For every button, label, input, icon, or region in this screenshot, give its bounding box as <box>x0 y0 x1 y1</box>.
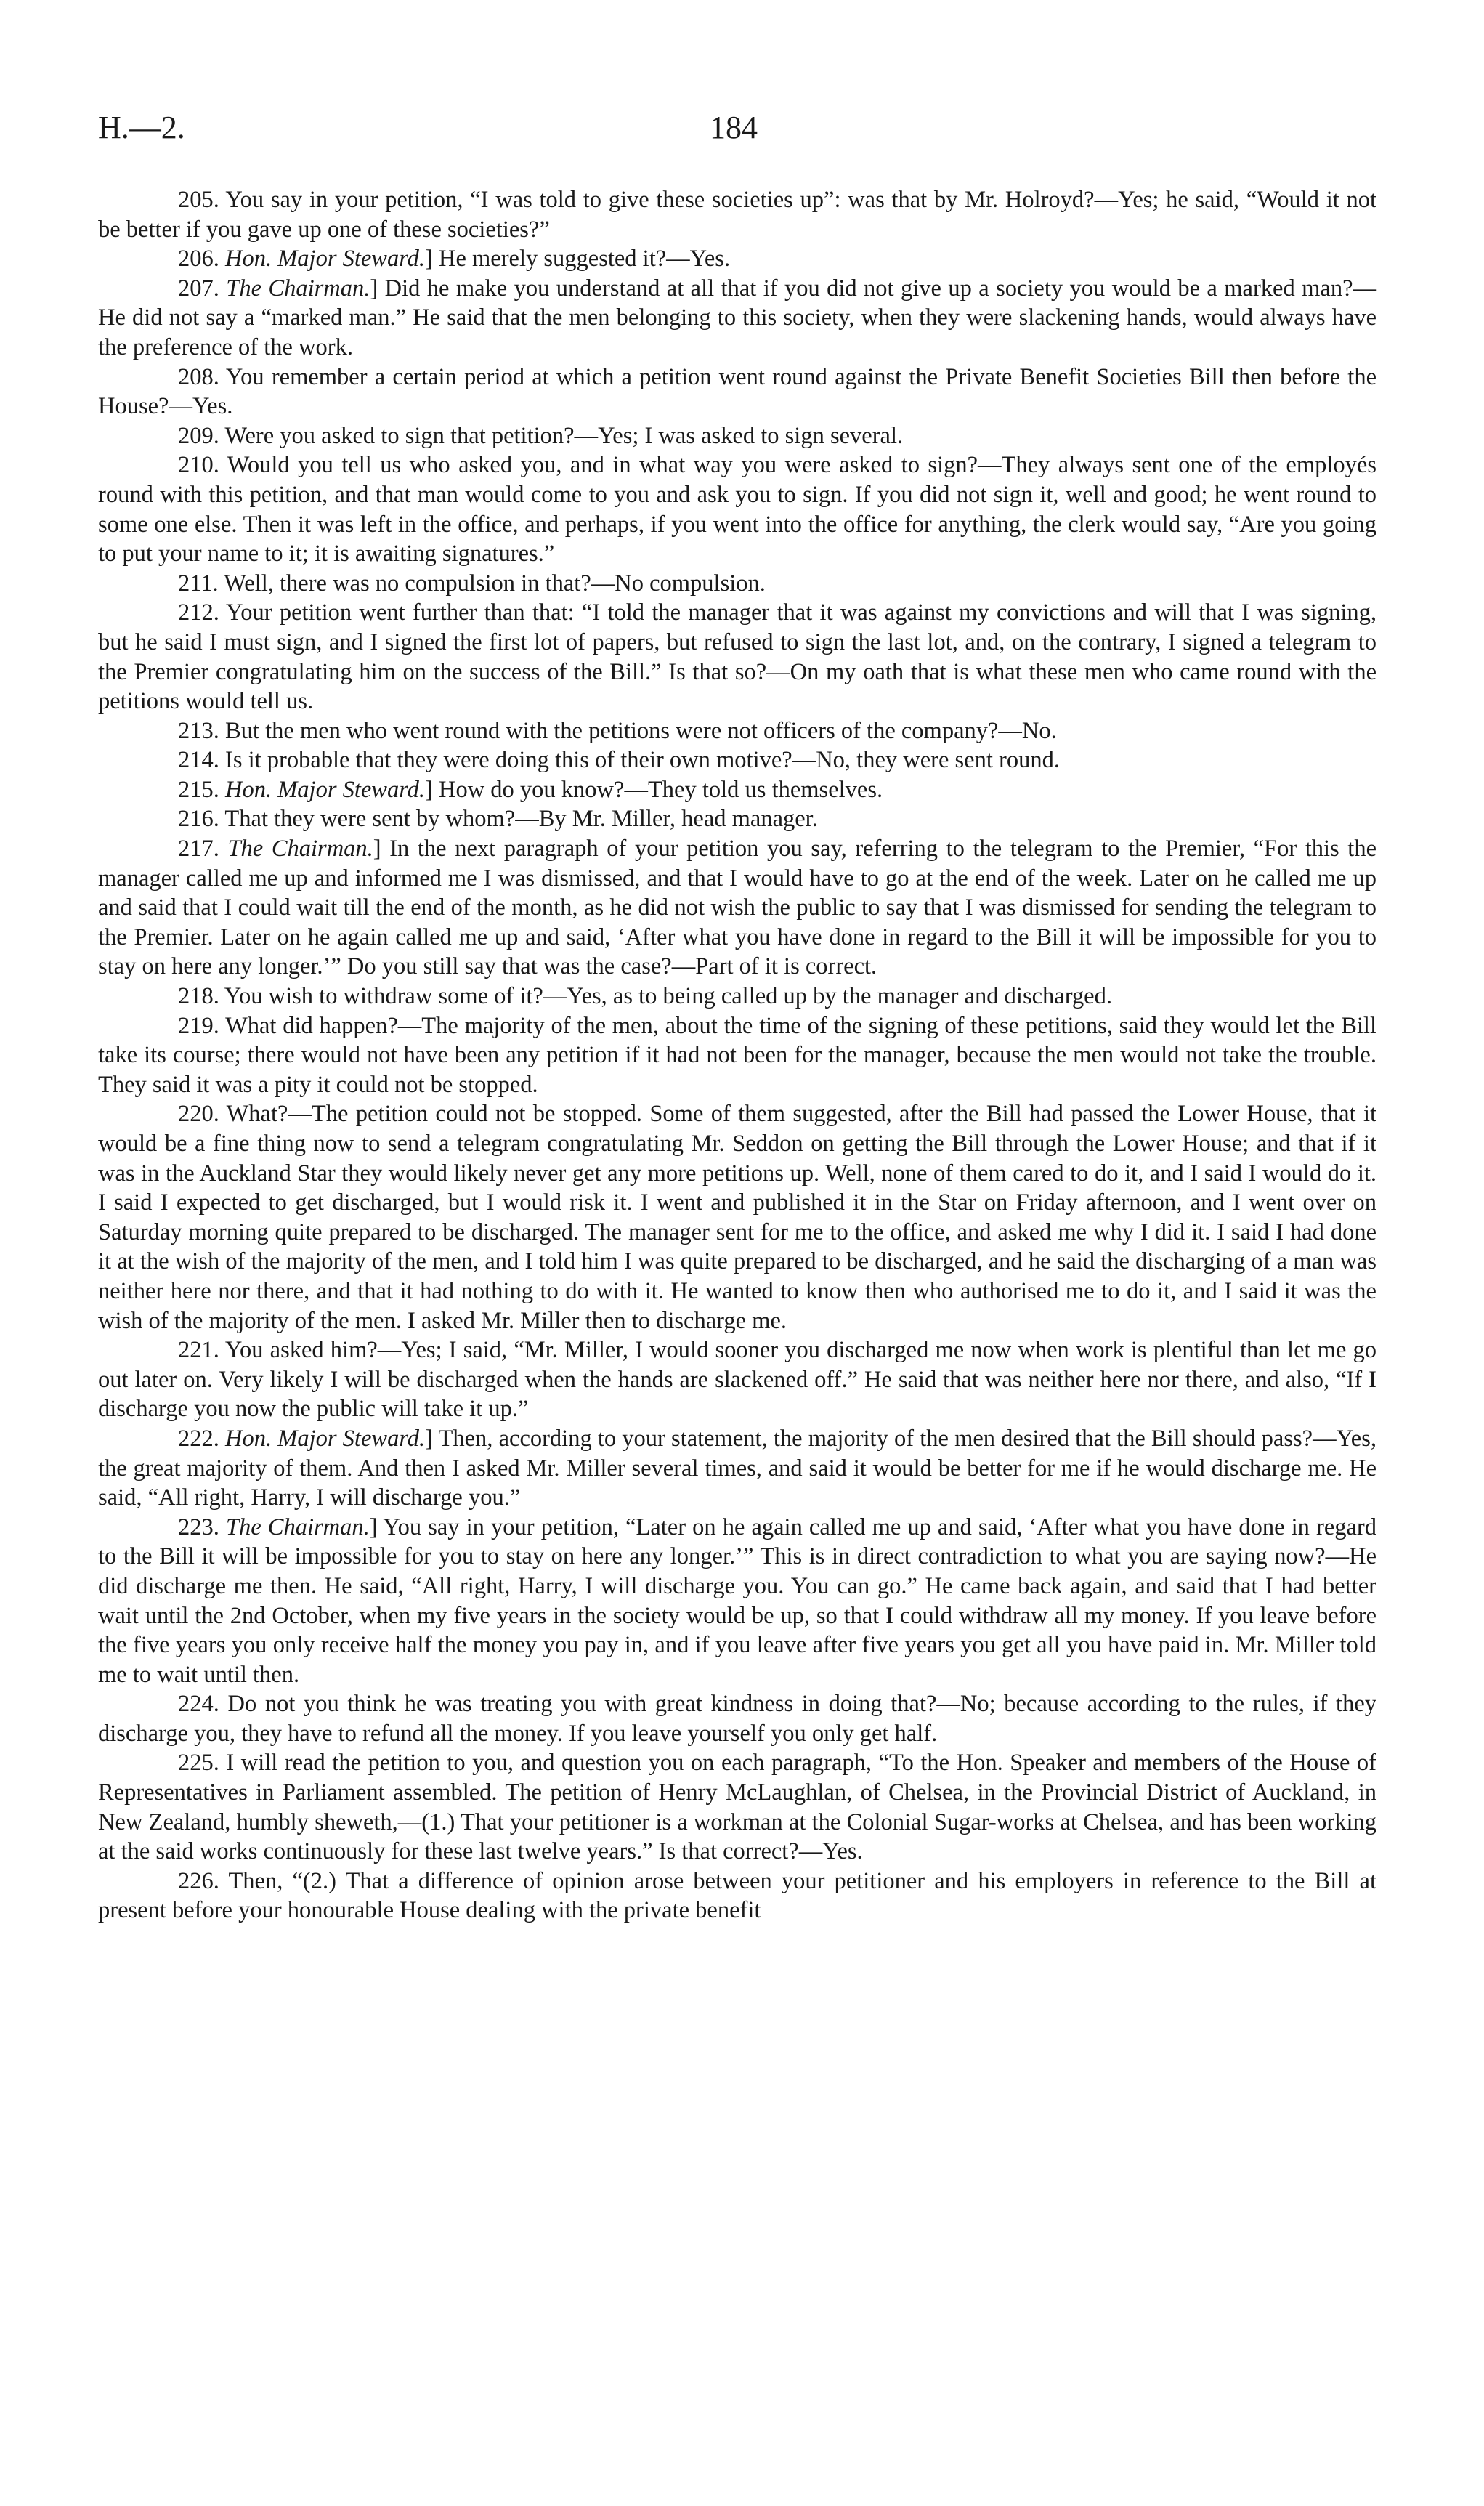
question-text: Do not you think he was treating you with great kindness in doing that?—No; because according to the rules, if they discharge you, they have to refund all the money. If you leave yourself you only get half. <box>98 1691 1377 1747</box>
question-text: What?—The petition could not be stopped. Some of them suggested, after the Bill had passed the Lower House, that it would be a fine thing now to send a telegram congratulating Mr. Seddon on getting the Bill through the Lower House; and that if it was in the Auckland Star they would likely never get any more petitions up. Well, none of them cared to do it, and I said I would do it. I said I expected to get discharged, but I would risk it. I went and published it in the Star on Friday afternoon, and I went over on Saturday morning quite prepared to be discharged. The manager sent for me to the office, and asked me why I did it. I said I had done it at the wish of the majority of the men, and I told him I was quite prepared to be discharged, and he said the discharging of a man was neither here nor there, and that it had nothing to do with it. He wanted to know then who authorised me to do it, and I said it was the wish of the majority of the men. I asked Mr. Miller then to discharge me. <box>98 1101 1377 1334</box>
question-number: 207. <box>178 275 219 302</box>
paragraph-213 <box>98 716 1376 746</box>
paragraph-223 <box>98 1513 1376 1690</box>
question-number: 224. <box>178 1691 219 1718</box>
question-text: You asked him?—Yes; I said, “Mr. Miller, I would sooner you discharged me now when work is plentiful than let me go out later on. Very likely I will be discharged when the hands are slackened off.” He said that was neither here nor there, and also, “If I discharge you now the public will take it up.” <box>98 1337 1377 1423</box>
paragraph-215 <box>98 775 1376 805</box>
paragraph-212 <box>98 598 1376 716</box>
question-text: ] Did he make you understand at all that if you did not give up a society you would be a marked man?—He did not say a “marked man.” He said that the men belonging to this society, when they were slackening hands, would always have the preference of the work. <box>98 275 1376 360</box>
page-number: 184 <box>710 110 758 145</box>
question-number: 213. <box>178 717 219 744</box>
question-number: 212. <box>178 599 219 626</box>
question-number: 209. <box>178 422 219 449</box>
question-number: 211. <box>178 570 219 597</box>
question-text: You remember a certain period at which a petition went round against the Private Benefit Societies Bill then before the House?—Yes. <box>98 363 1377 420</box>
paragraph-205 <box>98 185 1376 244</box>
minutes-of-evidence <box>98 185 1376 1925</box>
speaker-name: Hon. Major Steward. <box>225 246 426 272</box>
question-number: 210. <box>178 452 219 479</box>
question-number: 214. <box>178 747 219 774</box>
question-number: 220. <box>178 1101 219 1128</box>
question-text: ] How do you know?—They told us themselves. <box>425 776 883 803</box>
question-number: 222. <box>178 1425 219 1452</box>
paragraph-219 <box>98 1011 1376 1100</box>
paragraph-206 <box>98 244 1376 274</box>
question-number: 217. <box>178 836 219 862</box>
question-text: But the men who went round with the petitions were not officers of the company?—No. <box>225 717 1057 744</box>
document-reference: H.—2. <box>98 110 185 145</box>
paragraph-214 <box>98 745 1376 775</box>
question-text: ] He merely suggested it?—Yes. <box>425 246 731 272</box>
question-text: ] In the next paragraph of your petition you say, referring to the telegram to the Premier, “For this the manager called me up and informed me I was dismissed, and that I would have to go at the end of the week. Later on he called me up and said that I could wait till the end of the month, as he did not wish the public to say that I was dismissed for sending the telegram to the Premier. Later on he again called me up and said, ‘After what you have done in regard to the Bill it will be impossible for you to stay on here any longer.’” Do you still say that was the case?—Part of it is correct. <box>98 836 1377 980</box>
speaker-name: Hon. Major Steward. <box>225 776 426 803</box>
paragraph-224 <box>98 1689 1376 1748</box>
question-number: 219. <box>178 1012 219 1039</box>
paragraph-226 <box>98 1867 1376 1925</box>
question-number: 218. <box>178 983 219 1010</box>
speaker-name: The Chairman. <box>225 1513 370 1540</box>
question-number: 206. <box>178 246 219 272</box>
paragraph-222 <box>98 1424 1376 1513</box>
question-text: You wish to withdraw some of it?—Yes, as to being called up by the manager and discharged. <box>224 983 1112 1010</box>
question-number: 225. <box>178 1750 219 1777</box>
page-header <box>98 109 1376 153</box>
question-text: Would you tell us who asked you, and in what way you were asked to sign?—They always sent one of the employés round with this petition, and that man would come to you and ask you to sign. If you did not sign it, well and good; he went round to some one else. Then it was left in the office, and perhaps, if you went into the office for anything, the clerk would say, “Are you going to put your name to it; it is awaiting signatures.” <box>98 452 1376 567</box>
question-number: 208. <box>178 363 219 390</box>
paragraph-217 <box>98 834 1376 982</box>
question-number: 221. <box>178 1337 219 1364</box>
speaker-name: The Chairman. <box>226 275 370 302</box>
paragraph-211 <box>98 569 1376 599</box>
question-text: ] Then, according to your statement, the majority of the men desired that the Bill should pass?—Yes, the great majority of them. And then I asked Mr. Miller several times, and said it would be better for me if he would discharge me. He said, “All right, Harry, I will discharge you.” <box>98 1425 1376 1511</box>
question-number: 216. <box>178 806 219 833</box>
paragraph-209 <box>98 421 1376 451</box>
paragraph-207 <box>98 274 1376 363</box>
question-text: I will read the petition to you, and question you on each paragraph, “To the Hon. Speaker and members of the House of Representatives in Parliament assembled. The petition of Henry McLaughlan, of Chelsea, in the Provincial District of Auckland, in New Zealand, humbly sheweth,—(1.) That your petitioner is a workman at the Colonial Sugar-works at Chelsea, and has been working at the said works continuously for these last twelve years.” Is that correct?—Yes. <box>98 1750 1377 1865</box>
question-text: Well, there was no compulsion in that?—No compulsion. <box>224 570 766 597</box>
paragraph-220 <box>98 1099 1376 1335</box>
question-text: Were you asked to sign that petition?—Yes; I was asked to sign several. <box>224 422 904 449</box>
question-text: Your petition went further than that: “I told the manager that it was against my convictions and will that I was signing, but he said I must sign, and I signed the first lot of papers, but refused to sign the last lot, and, on the contrary, I signed a telegram to the Premier congratulating him on the success of the Bill.” Is that so?—On my oath that is what these men who came round with the petitions would tell us. <box>98 599 1377 715</box>
question-number: 215. <box>178 776 219 803</box>
paragraph-221 <box>98 1335 1376 1424</box>
question-text: ] You say in your petition, “Later on he again called me up and said, ‘After what you have done in regard to the Bill it will be impossible for you to stay on here any longer.’” This is in direct contradiction to what you are saying now?—He did discharge me then. He said, “All right, Harry, I will discharge you. You can go.” He came back again, and said that I had better wait until the 2nd October, when my five years in the society would be up, so that I could withdraw all my money. If you leave before the five years you only receive half the money you pay in, and if you leave after five years you get all you have paid in. Mr. Miller told me to wait until then. <box>98 1513 1377 1688</box>
question-text: Is it probable that they were doing this of their own motive?—No, they were sent round. <box>225 747 1060 774</box>
paragraph-210 <box>98 450 1376 568</box>
question-text: What did happen?—The majority of the men, about the time of the signing of these petitions, said they would let the Bill take its course; there would not have been any petition if it had not been for the manager, because the men would not take the trouble. They said it was a pity it could not be stopped. <box>98 1012 1376 1098</box>
question-number: 223. <box>178 1513 219 1540</box>
paragraph-216 <box>98 804 1376 834</box>
question-text: You say in your petition, “I was told to give these societies up”: was that by Mr. Holroyd?—Yes; he said, “Would it not be better if you gave up one of these societies?” <box>98 187 1377 243</box>
question-number: 205. <box>178 187 219 213</box>
question-text: Then, “(2.) That a difference of opinion arose between your petitioner and his employers in reference to the Bill at present before your honourable House dealing with the private benefit <box>98 1867 1376 1924</box>
question-number: 226. <box>178 1867 219 1894</box>
paragraph-208 <box>98 363 1376 421</box>
paragraph-225 <box>98 1748 1376 1866</box>
question-text: That they were sent by whom?—By Mr. Miller, head manager. <box>224 806 818 833</box>
paragraph-218 <box>98 982 1376 1011</box>
speaker-name: The Chairman. <box>227 836 373 862</box>
speaker-name: Hon. Major Steward. <box>225 1425 426 1452</box>
